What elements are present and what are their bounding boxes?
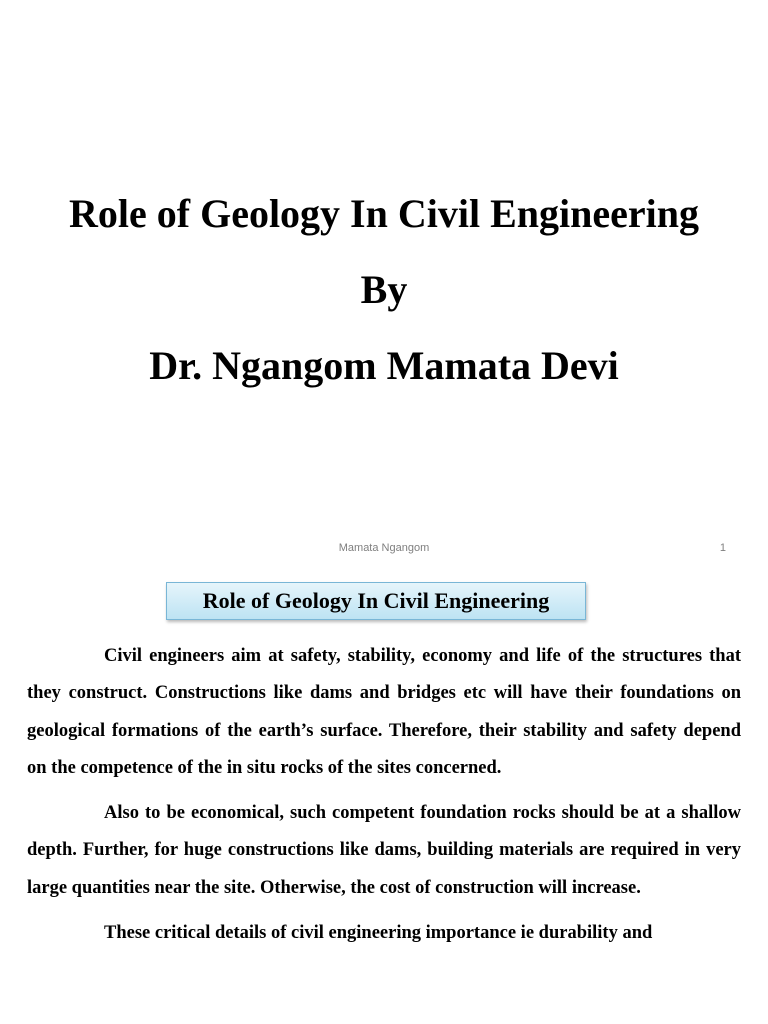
paragraph: Civil engineers aim at safety, stability, economy and life of the structures that they construct. Constructions like dams and bridges etc will have their foundations on geological formations of the earth’s surface. Therefore, their stability and safety depend on the competence of the in situ rocks of the sites concerned. xyxy=(27,646,741,778)
paragraph: These critical details of civil engineering importance ie durability and xyxy=(104,923,653,944)
content-page xyxy=(0,572,768,1024)
body-text xyxy=(27,638,741,952)
slide-title: Role of Geology In Civil Engineering xyxy=(69,191,699,236)
slide-footer-author: Mamata Ngangom xyxy=(338,542,430,554)
paragraph: Also to be economical, such competent foundation rocks should be at a shallow depth. Further, for huge constructions like dams, building materials are required in very large quantities near the site. Otherwise, the cost of construction will increase. xyxy=(27,803,741,898)
section-heading: Role of Geology In Civil Engineering xyxy=(166,582,586,620)
slide-page-number: 1 xyxy=(719,542,726,554)
slide-by-label: By xyxy=(360,267,408,312)
slide-author: Dr. Ngangom Mamata Devi xyxy=(149,343,619,388)
